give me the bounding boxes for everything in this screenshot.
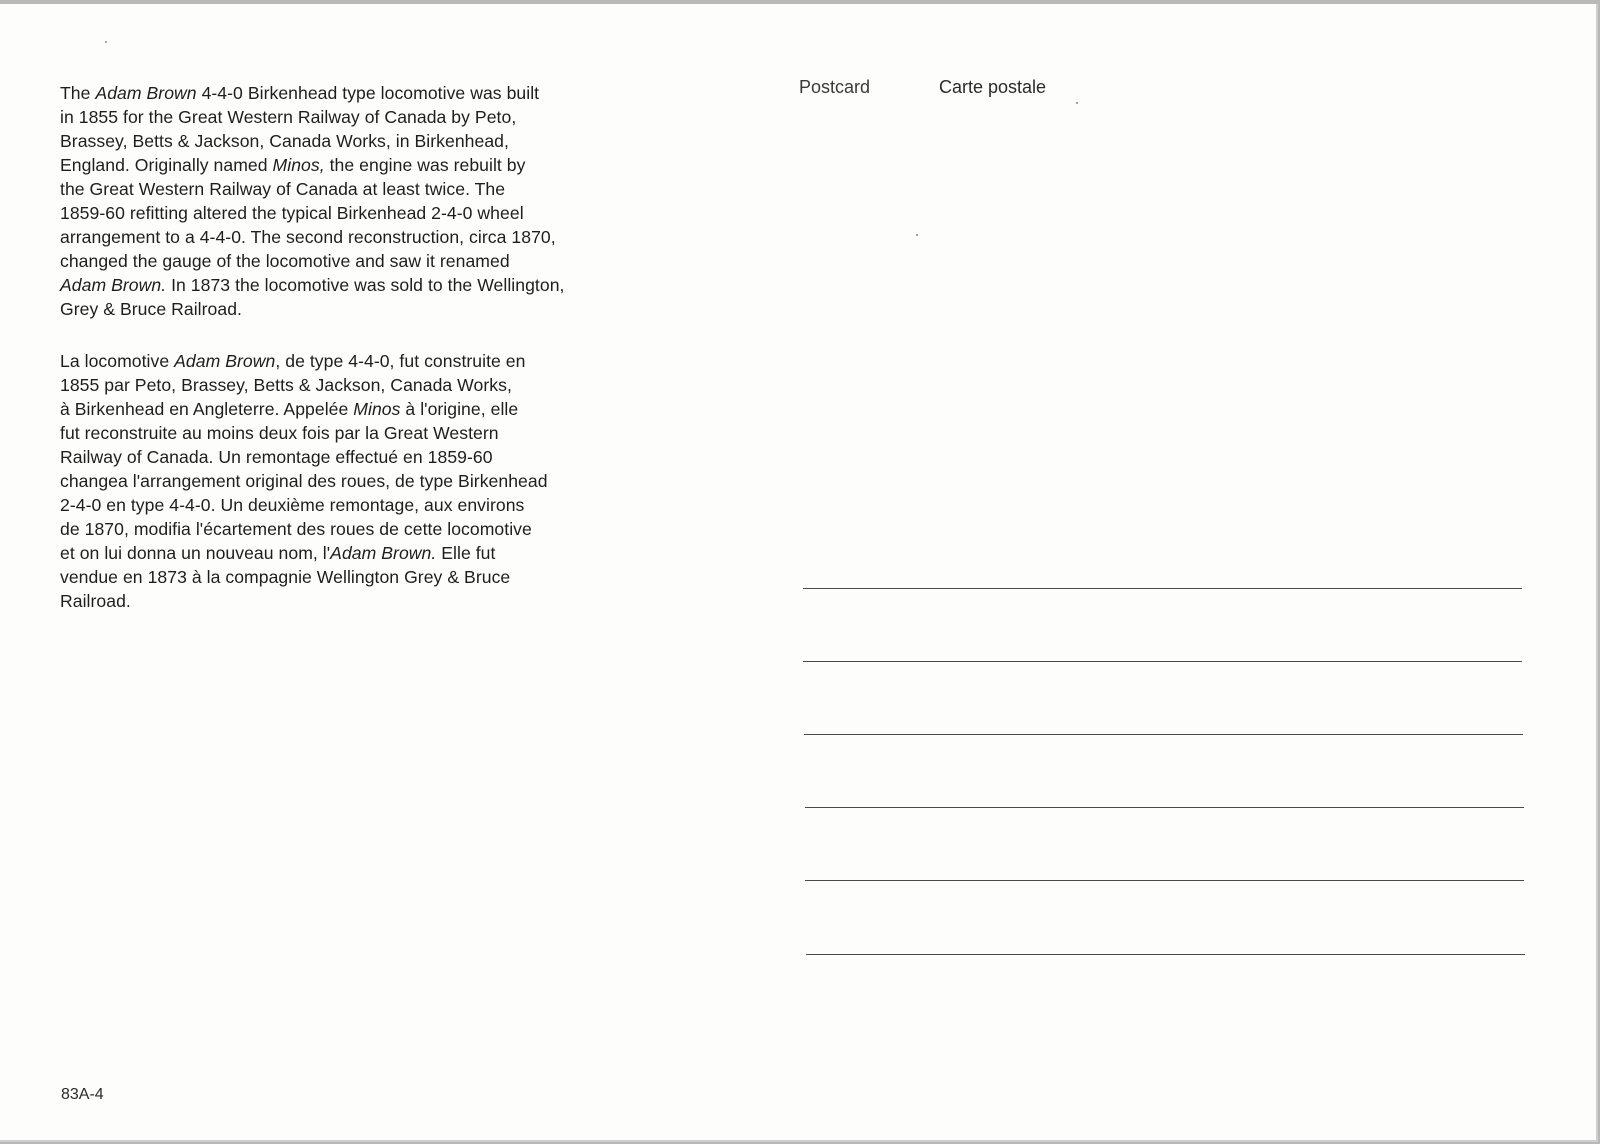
text-segment: in 1855 for the Great Western Railway of Canada by Peto, [60,107,517,127]
text-line [60,373,680,397]
text-segment: , de type 4-4-0, fut construite en [275,351,526,371]
text-segment: La locomotive [60,351,175,371]
text-segment: 4-4-0 Birkenhead type locomotive was built [196,83,540,103]
text-line [60,201,680,225]
text-segment: Railroad. [60,591,131,611]
text-segment: Brassey, Betts & Jackson, Canada Works, in Birkenhead, [60,131,509,151]
card-code: 83A-4 [61,1086,104,1103]
postcard-label-french: Carte postale [939,77,1047,97]
text-segment: de 1870, modifia l'écartement des roues de cette locomotive [60,519,532,539]
text-segment: et on lui donna un nouveau nom, l' [60,543,331,563]
text-line [60,541,680,565]
text-segment: The [60,83,96,103]
text-line [60,129,680,153]
text-segment: the engine was rebuilt by [324,155,526,175]
text-segment: the Great Western Railway of Canada at least twice. The [60,179,506,199]
paper-speck [1076,102,1078,104]
postcard-label-english: Postcard [799,77,871,97]
text-line [60,225,680,249]
text-segment: Grey & Bruce Railroad. [60,299,242,319]
italic-name: Minos [353,399,401,419]
italic-name: Adam Brown [95,83,197,103]
text-line [60,421,680,445]
text-line [60,493,680,517]
text-line [60,297,680,321]
text-line [60,273,680,297]
text-segment: vendue en 1873 à la compagnie Wellington Grey & Bruce [60,567,511,587]
text-line [60,517,680,541]
address-line [803,661,1522,662]
address-line [804,734,1523,735]
text-line [60,177,680,201]
text-segment: England. Originally named [60,155,273,175]
text-line [60,565,680,589]
paper-speck [916,234,918,236]
italic-name: Adam Brown. [60,275,167,295]
address-line [806,954,1525,955]
text-line [60,249,680,273]
text-segment: fut reconstruite au moins deux fois par la Great Western [60,423,499,443]
text-segment: Railway of Canada. Un remontage effectué en 1859-60 [60,447,493,467]
postcard-back [0,4,1598,1142]
text-line [60,589,680,613]
text-segment: changed the gauge of the locomotive and saw it renamed [60,251,510,271]
text-segment: à Birkenhead en Angleterre. Appelée [60,399,354,419]
address-line [805,880,1524,881]
italic-name: Adam Brown. [330,543,437,563]
text-segment: 1859-60 refitting altered the typical Birkenhead 2-4-0 wheel [60,203,524,223]
text-line [60,349,680,373]
address-line [805,807,1524,808]
text-segment: In 1873 the locomotive was sold to the Wellington, [166,275,565,295]
english-description [60,81,680,321]
text-line [60,153,680,177]
french-description [60,349,680,613]
address-line [803,588,1522,589]
text-line [60,397,680,421]
text-line [60,469,680,493]
text-line [60,445,680,469]
text-line [60,105,680,129]
text-segment: 1855 par Peto, Brassey, Betts & Jackson, Canada Works, [60,375,512,395]
italic-name: Minos, [272,155,325,175]
paper-speck [105,41,107,43]
text-segment: changea l'arrangement original des roues, de type Birkenhead [60,471,548,491]
text-segment: Elle fut [436,543,496,563]
text-line [60,81,680,105]
text-segment: arrangement to a 4-4-0. The second reconstruction, circa 1870, [60,227,556,247]
italic-name: Adam Brown [174,351,276,371]
text-segment: à l'origine, elle [400,399,519,419]
text-segment: 2-4-0 en type 4-4-0. Un deuxième remontage, aux environs [60,495,525,515]
